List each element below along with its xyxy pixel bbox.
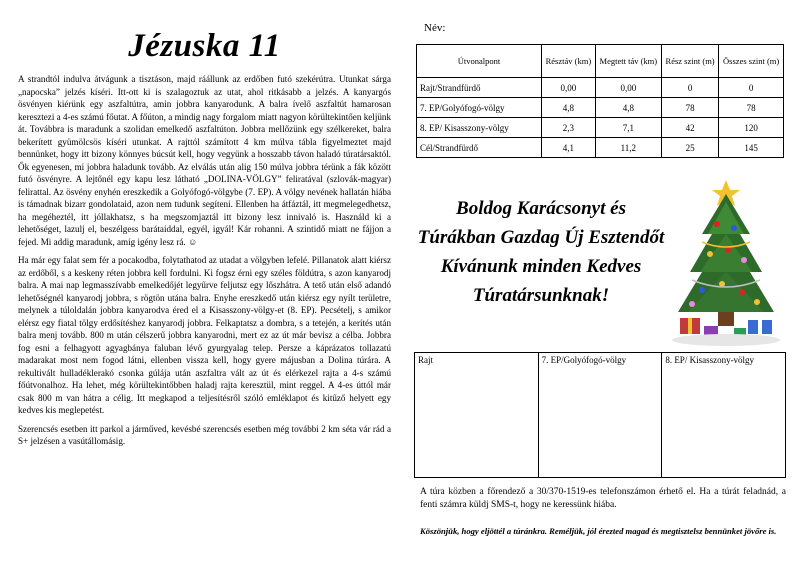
route-table (416, 44, 784, 158)
table-cell: 120 (719, 118, 784, 138)
table-row (417, 98, 784, 118)
greeting-text: Boldog Karácsonyt és Túrákban Gazdag Új Esztendőt Kívánunk minden Kedves Túratársunknak! (417, 198, 665, 306)
table-cell: 4,1 (542, 138, 596, 158)
checkpoint-cell-8: 8. EP/ Kisasszony-völgy (662, 353, 786, 478)
table-cell: 7. EP/Golyófogó-völgy (417, 98, 542, 118)
table-cell: 42 (661, 118, 718, 138)
table-cell: 78 (661, 98, 718, 118)
table-cell: 0,00 (595, 78, 661, 98)
table-cell: 0 (661, 78, 718, 98)
right-column (416, 16, 786, 537)
table-cell: 0,00 (542, 78, 596, 98)
table-row (415, 353, 786, 478)
thanks-note: Köszönjük, hogy eljöttél a túránkra. Reméljük, jól érezted magad és megtisztelsz bennünket jövőre is. (420, 526, 777, 536)
route-description-3: Szerencsés esetben itt parkol a járműved, kevésbé szerencsés esetben még további 2 km séta vár rád a S+ jelzésen a vasútállomásig. (18, 423, 391, 446)
table-cell: 25 (661, 138, 718, 158)
christmas-tree-icon (662, 172, 790, 352)
name-label: Név: (424, 22, 446, 34)
checkpoint-cell-start: Rajt (415, 353, 539, 478)
header-cell: Útvonalpont (417, 45, 542, 78)
table-cell: 4,8 (595, 98, 661, 118)
table-cell: Rajt/Strandfürdő (417, 78, 542, 98)
table-cell: 8. EP/ Kisasszony-völgy (417, 118, 542, 138)
table-cell: 11,2 (595, 138, 661, 158)
left-column (18, 22, 391, 454)
table-row (417, 138, 784, 158)
route-description-1: A strandtól indulva átvágunk a tisztáson, majd ráállunk az erdőben futó szekérútra. Utunkat sárga „napocska” jelzés kíséri. Itt-ott ki is szalagoztuk az utat, ahol ritkásabb a jelzés. A kanyargós ösvényen kiérünk egy aszfaltútra, amin jobbra kanyarodunk. A balra ívelő aszfaltút hamarosan keresztezi a 4-es számú főutat. A főúton, a mindig nagy forgalom miatt nagyon körültekintően keljünk át. Továbbra is maradunk a szolidan emelkedő aszfaltúton. Jobbra mellőzünk egy szélkereket, balra bekerített gyümölcsös kíséri utunkat. A rajttól számított 4 km múlva tábla figyelmeztet majd bennünket, hogy itt bizony könnyes búcsút kell, hogy vegyünk a hosszabb távon haladó túratársaktól. Ők egyenesen, mi jobbra haladunk tovább. Az elválás után alig 150 múlva jobbra térünk a fák között futó ösvényre. A lejtőnél egy kapu lesz látható „DOLINA-VÖLGY” feliratával (szlovák-magyar) felirattal. Az ösvény enyhén ereszkedik a Golyófogó-völgybe (7. EP). A völgy nevének hallatán hiába is támadnak bizarr gondolataid, azon nem tudunk segíteni. Ellenben ha átfáztál, itt megmelegedhetsz, ha megéheztél, itt jóllakhatsz, s ha megszomjaztál itt bizony lesz innivaló is. Használd ki a lehetőséget, lazulj el, beszélgess barátaiddal, egyél, igyál! Kár rohanni. A szintidő miatt ne fájjon a fejed. Mi addig maradunk, amíg igény lesz rá. ☺ (18, 74, 391, 247)
table-cell: Cél/Strandfürdő (417, 138, 542, 158)
route-table-header (417, 45, 784, 78)
table-row (417, 118, 784, 138)
page-title: Jézuska 11 (128, 28, 281, 64)
header-cell: Összes szint (m) (719, 45, 784, 78)
table-row (417, 78, 784, 98)
route-description-2: Ha már egy falat sem fér a pocakodba, folytathatod az utadat a völgyben lefelé. Pillanatok alatt kiérsz az erdőből, s a keskeny réten jobbra kell fordulni. Ki fogsz érni egy széles földútra, s azon kanyarodj balra. A mai nap legmasszívabb emelkedőjét legyűrve feljutsz egy lőszhátra. A tető után első adandó lehetőségnél kanyarodj jobbra, s rögtön utána balra. Enyhe ereszkedő után kiérsz egy nyílt területre, melynek a túloldalán jobbra kanyarodva éred el a Kisasszony-völgy-et (8. EP). Pecsételj, s amikor elérsz egy fiatal tölgy erdősítéshez kanyarodj jobbra. Felkaptatsz a dombra, s a tetején, a kerítés után balra menj tovább. 800 m után célszerű jobbra kanyarodni, mert ez az út már bevisz a célba. Jobbra fog esni a felhagyott agyagbánya faluban lévő gyurgyalag telep. Persze a káprázatos tollazatú madarakat most nem fogod látni, ellenben vissza kell, hogy gyere májusban a Dolina túrára. A rekultivált hulladéklerakó csonka gúlája után aszfaltra vált az út és elérkezel rajta a 4-s számú főútvonalhoz. Ha lehet, még körültekintőbben haladj rajta keresztül, mint reggel. A 4-es úttól már csak 800 m van hátra a célig. Itt megkapod a teljesítésről szóló emléklapot és kitűző helyett egy kedves kis meglepetést. (18, 255, 391, 415)
table-cell: 78 (719, 98, 784, 118)
header-cell: Megtett táv (km) (595, 45, 661, 78)
table-cell: 2,3 (542, 118, 596, 138)
checkpoint-cell-7: 7. EP/Golyófogó-völgy (538, 353, 662, 478)
contact-info: A túra közben a főrendező a 30/370-1519-es telefonszámon érhető el. Ha a túrát feladnád, a fenti számra küldj SMS-t, hogy ne keressünk hiába. (420, 487, 786, 510)
table-cell: 0 (719, 78, 784, 98)
checkpoint-stamp-table (414, 352, 786, 478)
header-cell: Résztáv (km) (542, 45, 596, 78)
table-cell: 4,8 (542, 98, 596, 118)
table-cell: 145 (719, 138, 784, 158)
header-cell: Rész szint (m) (661, 45, 718, 78)
table-cell: 7,1 (595, 118, 661, 138)
greeting-section (416, 172, 786, 352)
